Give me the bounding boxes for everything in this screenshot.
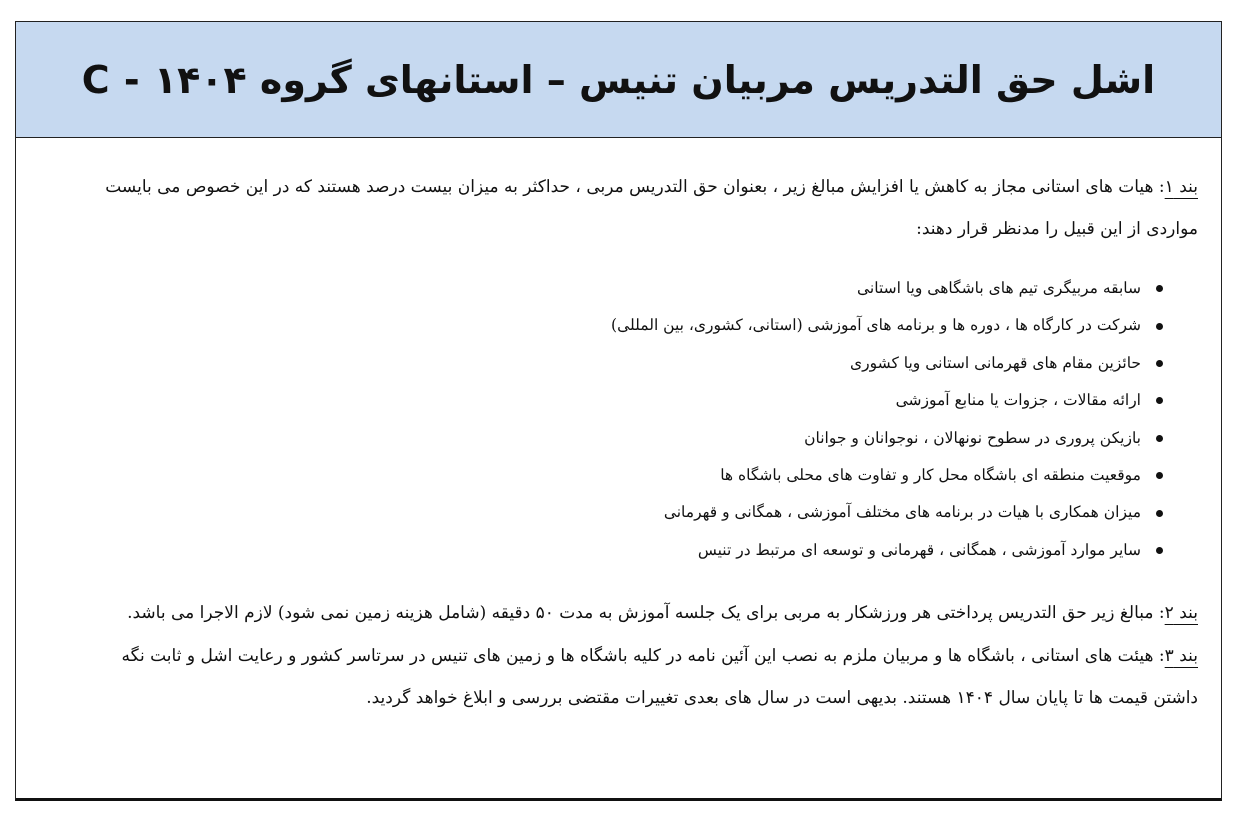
- list-item-text: شرکت در کارگاه ها ، دوره ها و برنامه های آموزشی (استانی، کشوری، بین المللی): [611, 316, 1141, 335]
- clause-2-label: بند ۲: [1164, 603, 1198, 623]
- clause-2-text: : مبالغ زیر حق التدریس پرداختی هر ورزشکار به مربی برای یک جلسه آموزش به مدت ۵۰ دقیقه (شامل هزینه زمین نمی شود) لازم الاجرا می باشد.: [127, 603, 1165, 623]
- list-item-text: سایر موارد آموزشی ، همگانی ، قهرمانی و توسعه ای مرتبط در تنیس: [697, 540, 1141, 559]
- bullet-icon: [1156, 360, 1163, 367]
- list-item: [611, 307, 1163, 344]
- clause-3-line-1: [39, 635, 1198, 677]
- list-item: [611, 345, 1163, 382]
- list-item-text: حائزین مقام های قهرمانی استانی ویا کشوری: [850, 353, 1141, 372]
- criteria-list: [611, 270, 1163, 569]
- list-item: [611, 457, 1163, 494]
- list-item: [611, 532, 1163, 569]
- list-item: [611, 494, 1163, 531]
- title-band: [16, 22, 1221, 138]
- clause-3-text: : هیئت های استانی ، باشگاه ها و مربیان ملزم به نصب این آئین نامه در کلیه باشگاه ها و زمین های تنیس در سرتاسر کشور و رعایت اشل و ثابت نگه: [121, 646, 1165, 666]
- clause-3-line-2: داشتن قیمت ها تا پایان سال ۱۴۰۴ هستند. بدیهی است در سال های بعدی تغییرات مقتضی بررسی و ابلاغ خواهد گردید.: [366, 688, 1198, 708]
- clause-1: [39, 166, 1198, 250]
- bullet-icon: [1156, 472, 1163, 479]
- clause-2-line-1: [39, 592, 1198, 634]
- bullet-icon: [1156, 397, 1163, 404]
- list-item-text: سابقه مربیگری تیم های باشگاهی ویا استانی: [856, 279, 1141, 297]
- page-title: اشل حق التدریس مربیان تنیس – استانهای گروه C - ۱۴۰۴: [81, 57, 1156, 102]
- bullet-icon: [1156, 285, 1163, 292]
- list-item-text: بازیکن پروری در سطوح نونهالان ، نوجوانان و جوانان: [804, 428, 1141, 447]
- clause-1-label: بند ۱: [1164, 177, 1198, 197]
- list-item: [611, 270, 1163, 307]
- list-item-text: موقعیت منطقه ای باشگاه محل کار و تفاوت های محلی باشگاه ها: [720, 465, 1141, 484]
- list-item-text: میزان همکاری با هیات در برنامه های مختلف آموزشی ، همگانی و قهرمانی: [663, 503, 1141, 522]
- bullet-icon: [1156, 435, 1163, 442]
- document-frame: [15, 21, 1222, 801]
- clause-2: [39, 592, 1198, 634]
- clause-1-text: : هیات های استانی مجاز به کاهش یا افزایش مبالغ زیر ، بعنوان حق التدریس مربی ، حداکثر به میزان بیست درصد هستند که در این خصوص می بایست: [105, 177, 1165, 197]
- list-item: [611, 420, 1163, 457]
- clause-3-label: بند ۳: [1164, 646, 1198, 666]
- bullet-icon: [1156, 510, 1163, 517]
- clause-1-line-2: مواردی از این قبیل را مدنظر قرار دهند:: [916, 219, 1198, 239]
- list-item-text: ارائه مقالات ، جزوات یا منابع آموزشی: [895, 391, 1141, 410]
- list-item: [611, 382, 1163, 419]
- clause-3: [39, 635, 1198, 719]
- bullet-icon: [1156, 323, 1163, 330]
- clause-1-line-1: [39, 166, 1198, 208]
- bullet-icon: [1156, 547, 1163, 554]
